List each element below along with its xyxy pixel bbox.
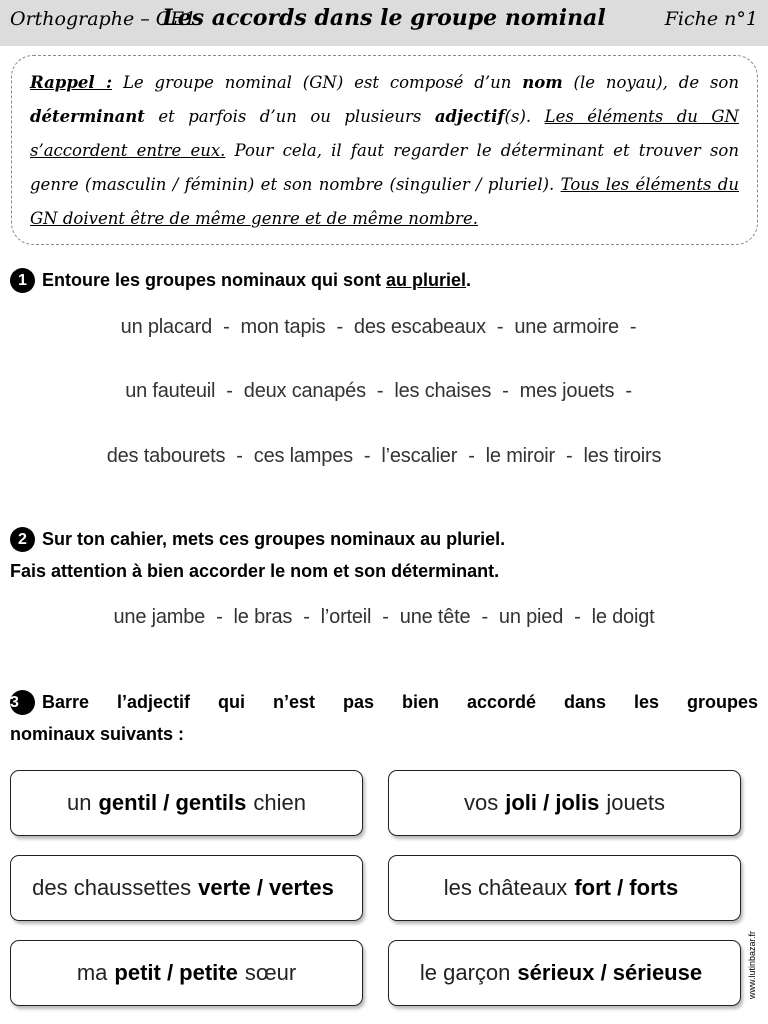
separator: - bbox=[625, 380, 632, 402]
word-item[interactable]: mon tapis bbox=[240, 316, 326, 338]
separator: - bbox=[629, 316, 637, 338]
adjective-box bbox=[10, 855, 363, 921]
subject-label: Orthographe – CE1 bbox=[10, 8, 197, 30]
adjective-choice[interactable]: petit / petite bbox=[114, 960, 238, 985]
exercise-1-number: 1 bbox=[10, 268, 35, 293]
rappel-nom: nom bbox=[522, 73, 563, 92]
rappel-text-3: et parfois d’un ou plusieurs bbox=[144, 107, 435, 126]
separator: - bbox=[382, 606, 389, 628]
word-item[interactable]: le miroir bbox=[485, 445, 555, 467]
word-item[interactable]: des tabourets bbox=[106, 445, 226, 467]
page-header bbox=[0, 0, 768, 46]
separator: - bbox=[223, 316, 230, 338]
exercise-3-line-2: nominaux suivants : bbox=[10, 724, 185, 744]
rappel-text-2: (le noyau), de son bbox=[562, 73, 739, 92]
exercise-1-instruction: Entoure les groupes nominaux qui sont bbox=[42, 270, 387, 290]
separator: - bbox=[481, 606, 488, 628]
separator: - bbox=[336, 316, 343, 338]
rappel-label: Rappel : bbox=[30, 73, 113, 92]
box-before: le garçon bbox=[419, 960, 511, 985]
adjective-choice[interactable]: sérieux / sérieuse bbox=[517, 960, 703, 985]
site-credit-text: www.lutinbazar.fr bbox=[747, 930, 757, 1000]
adjective-choice[interactable]: joli / jolis bbox=[505, 790, 600, 815]
exercise-3-number: 3 bbox=[10, 690, 35, 715]
rappel-conclusion: Tous les éléments du GN doivent être de même genre et de même nombre. bbox=[30, 175, 739, 228]
sheet-number: Fiche n°1 bbox=[664, 8, 758, 30]
site-credit bbox=[741, 910, 763, 1020]
exercise-1-end: . bbox=[466, 270, 472, 290]
word-item[interactable]: ces lampes bbox=[253, 445, 353, 467]
page-title: Les accords dans le groupe nominal bbox=[162, 5, 606, 31]
word-item: le bras bbox=[233, 606, 293, 628]
separator: - bbox=[236, 445, 243, 467]
adjective-choice[interactable]: verte / vertes bbox=[198, 875, 334, 900]
separator: - bbox=[502, 380, 509, 402]
separator: - bbox=[363, 445, 371, 467]
box-before: vos bbox=[463, 790, 499, 815]
exercise-1-row-3 bbox=[0, 445, 768, 468]
word-item[interactable]: les tiroirs bbox=[583, 445, 662, 467]
rappel-box bbox=[11, 55, 758, 245]
adjective-choice[interactable]: gentil / gentils bbox=[98, 790, 247, 815]
exercise-1-row-1 bbox=[0, 316, 768, 339]
word-item[interactable]: un fauteuil bbox=[125, 380, 216, 402]
exercise-1-title bbox=[10, 264, 471, 296]
exercise-2-number: 2 bbox=[10, 527, 35, 552]
box-after: chien bbox=[253, 790, 306, 815]
exercise-2-line-2: Fais attention à bien accorder le nom et son déterminant. bbox=[10, 561, 500, 581]
rappel-text-5: Pour cela, il faut regarder le déterminant et trouver son genre (masculin / féminin) et son nombre (singulier / pluriel). bbox=[30, 141, 739, 194]
exercise-3-title bbox=[10, 686, 758, 750]
word-item: l’orteil bbox=[320, 606, 372, 628]
word-item[interactable]: une armoire bbox=[514, 316, 619, 338]
exercise-1-emphasis: au pluriel bbox=[386, 270, 467, 290]
box-before: ma bbox=[76, 960, 108, 985]
word-item: le doigt bbox=[591, 606, 655, 628]
separator: - bbox=[566, 445, 573, 467]
adjective-choice[interactable]: fort / forts bbox=[574, 875, 679, 900]
separator: - bbox=[226, 380, 233, 402]
box-before: des chaussettes bbox=[32, 875, 192, 900]
separator: - bbox=[303, 606, 310, 628]
adjective-box bbox=[388, 855, 741, 921]
exercise-3-line-1: Barre l’adjectif qui n’est pas bien accordé dans les groupes bbox=[42, 692, 758, 712]
word-item[interactable]: un placard bbox=[120, 316, 213, 338]
exercise-1-row-2 bbox=[0, 380, 768, 403]
rappel-determinant: déterminant bbox=[30, 107, 145, 126]
exercise-2-title bbox=[10, 523, 505, 587]
box-after: jouets bbox=[606, 790, 666, 815]
rappel-accord: Les éléments du GN s’accordent entre eux. bbox=[30, 107, 739, 160]
rappel-text-4: (s). bbox=[504, 107, 545, 126]
rappel-text-1: Le groupe nominal (GN) est composé d’un bbox=[112, 73, 523, 92]
word-item: un pied bbox=[498, 606, 564, 628]
rappel-adjectif: adjectif bbox=[434, 107, 505, 126]
exercise-2-words bbox=[0, 606, 768, 629]
separator: - bbox=[496, 316, 504, 338]
separator: - bbox=[574, 606, 581, 628]
word-item[interactable]: les chaises bbox=[394, 380, 492, 402]
exercise-2-line-1: Sur ton cahier, mets ces groupes nominaux au pluriel. bbox=[42, 529, 506, 549]
adjective-box bbox=[388, 940, 741, 1006]
separator: - bbox=[376, 380, 384, 402]
box-before: les châteaux bbox=[443, 875, 568, 900]
word-item[interactable]: des escabeaux bbox=[353, 316, 486, 338]
adjective-box bbox=[388, 770, 741, 836]
adjective-box bbox=[10, 940, 363, 1006]
word-item[interactable]: mes jouets bbox=[519, 380, 615, 402]
word-item[interactable]: deux canapés bbox=[243, 380, 366, 402]
separator: - bbox=[468, 445, 475, 467]
word-item: une tête bbox=[399, 606, 471, 628]
box-after: sœur bbox=[244, 960, 297, 985]
separator: - bbox=[216, 606, 223, 628]
adjective-box bbox=[10, 770, 363, 836]
word-item: une jambe bbox=[113, 606, 206, 628]
word-item[interactable]: l’escalier bbox=[381, 445, 458, 467]
box-before: un bbox=[67, 790, 92, 815]
